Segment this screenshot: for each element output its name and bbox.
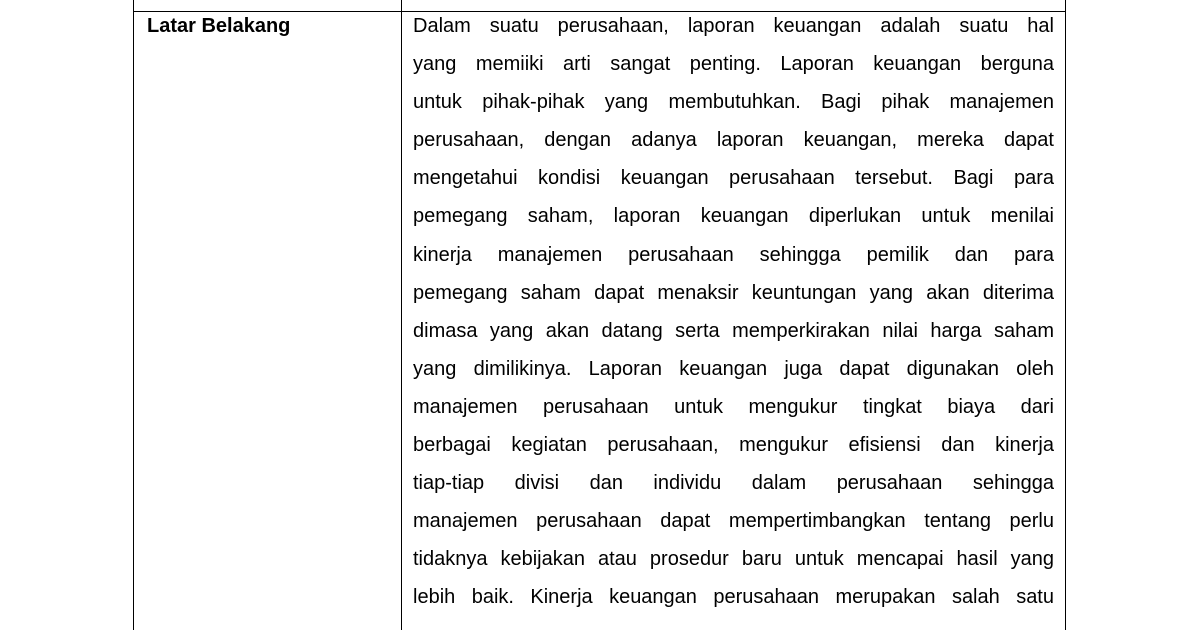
paragraph-line: pemegang saham, laporan keuangan diperlukan untuk menilai (413, 205, 1054, 228)
row-label: Latar Belakang (147, 15, 291, 37)
row-content-cell (413, 7, 1054, 617)
table-column-divider (401, 0, 402, 630)
paragraph-line: yang memiiki arti sangat penting. Laporan keuangan berguna (413, 53, 1054, 76)
table-border-right (1065, 0, 1066, 630)
paragraph-line: berbagai kegiatan perusahaan, mengukur efisiensi dan kinerja (413, 434, 1054, 457)
paragraph-line: manajemen perusahaan dapat mempertimbangkan tentang perlu (413, 510, 1054, 533)
paragraph-line: untuk pihak-pihak yang membutuhkan. Bagi pihak manajemen (413, 91, 1054, 114)
row-label-cell (147, 12, 397, 40)
paragraph-line: manajemen perusahaan untuk mengukur tingkat biaya dari (413, 395, 1054, 418)
paragraph-line: Dalam suatu perusahaan, laporan keuangan adalah suatu hal (413, 15, 1054, 37)
paragraph-line: kinerja manajemen perusahaan sehingga pemilik dan para (413, 243, 1054, 266)
document-table (133, 0, 1066, 630)
paragraph-line: yang dimilikinya. Laporan keuangan juga dapat digunakan oleh (413, 357, 1054, 380)
paragraph-line: mengetahui kondisi keuangan perusahaan tersebut. Bagi para (413, 167, 1054, 190)
table-border-left (133, 0, 134, 630)
paragraph-line: tiap-tiap divisi dan individu dalam perusahaan sehingga (413, 472, 1054, 495)
paragraph-line: perusahaan, dengan adanya laporan keuangan, mereka dapat (413, 129, 1054, 152)
paragraph-line: pemegang saham dapat menaksir keuntungan yang akan diterima (413, 281, 1054, 304)
paragraph-line: lebih baik. Kinerja keuangan perusahaan merupakan salah satu (413, 586, 1054, 609)
paragraph-line: tidaknya kebijakan atau prosedur baru untuk mencapai hasil yang (413, 548, 1054, 571)
paragraph-line: dimasa yang akan datang serta memperkirakan nilai harga saham (413, 319, 1054, 342)
